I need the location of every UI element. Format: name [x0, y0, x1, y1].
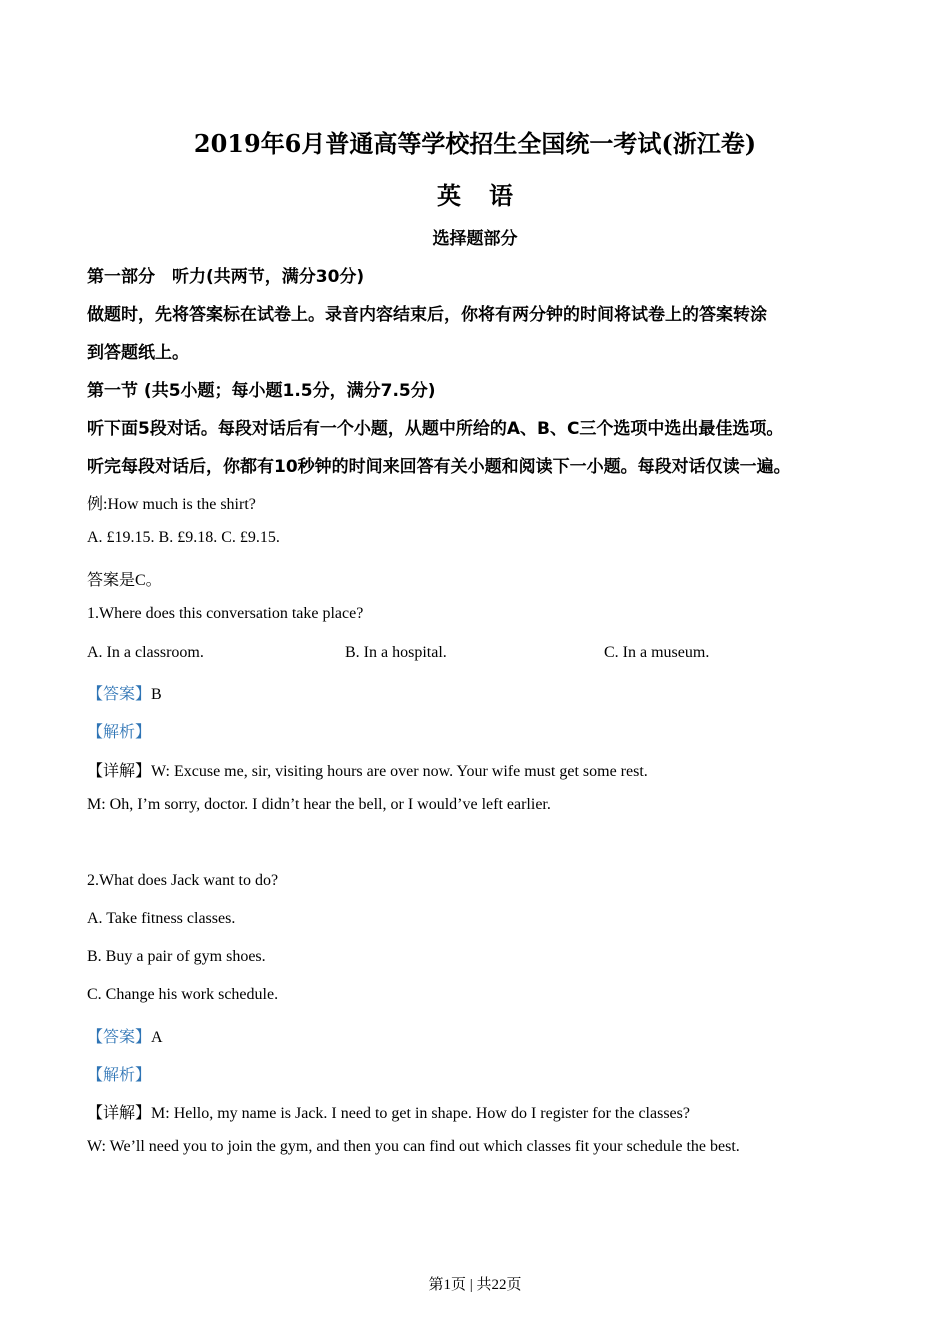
exam-title: 2019年6月普通高等学校招生全国统一考试(浙江卷): [193, 129, 757, 158]
q1-analysis-label: 【解析】: [87, 724, 152, 741]
section1-heading: 第一节 (共5小题；每小题1.5分，满分7.5分): [87, 381, 436, 401]
q1-question: 1.Where does this conversation take place?: [87, 605, 364, 622]
section1-line-1: 听下面5段对话。每段对话后有一个小题，从题中所给的A、B、C三个选项中选出最佳选项。: [87, 419, 784, 439]
q2-option-a: A. Take fitness classes.: [87, 910, 236, 927]
q2-detail-line-2: W: We’ll need you to join the gym, and then you can find out which classes fit your schedule the best.: [87, 1138, 740, 1155]
part1-heading: 第一部分 听力(共两节，满分30分): [87, 267, 365, 287]
q1-option-a: A. In a classroom.: [87, 644, 204, 661]
q2-option-b: B. Buy a pair of gym shoes.: [87, 948, 266, 965]
q2-analysis-label: 【解析】: [87, 1067, 152, 1084]
q2-answer-label: 【答案】: [87, 1029, 152, 1046]
q1-answer-value: B: [151, 686, 162, 703]
q1-detail-label: 【详解】: [87, 763, 152, 780]
q2-detail-text: M: Hello, my name is Jack. I need to get in shape. How do I register for the classes?: [151, 1105, 690, 1122]
q2-option-c: C. Change his work schedule.: [87, 986, 279, 1003]
example-question: 例:How much is the shirt?: [87, 496, 256, 513]
example-options: A. £19.15. B. £9.18. C. £9.15.: [87, 529, 280, 546]
q2-answer: [87, 1024, 163, 1047]
example-answer: 答案是C。: [87, 572, 162, 589]
q1-option-c: C. In a museum.: [604, 644, 710, 661]
q1-option-b: B. In a hospital.: [345, 644, 447, 661]
instruction-line-2: 到答题纸上。: [87, 343, 189, 363]
section1-line-2: 听完每段对话后，你都有10秒钟的时间来回答有关小题和阅读下一小题。每段对话仅读一遍。: [87, 457, 791, 477]
q1-answer-label: 【答案】: [87, 686, 152, 703]
q1-detail-line-2: M: Oh, I’m sorry, doctor. I didn’t hear the bell, or I would’ve left earlier.: [87, 796, 551, 813]
q2-detail-label: 【详解】: [87, 1105, 152, 1122]
q1-detail-line-1: [87, 758, 648, 781]
q2-answer-value: A: [151, 1029, 163, 1046]
q2-question: 2.What does Jack want to do?: [87, 872, 279, 889]
instruction-line-1: 做题时，先将答案标在试卷上。录音内容结束后，你将有两分钟的时间将试卷上的答案转涂: [87, 305, 767, 325]
subject-title: 英语: [437, 181, 541, 210]
section-title: 选择题部分: [432, 229, 518, 249]
q1-detail-text: W: Excuse me, sir, visiting hours are over now. Your wife must get some rest.: [151, 763, 648, 780]
q1-answer: [87, 681, 162, 704]
q2-detail-line-1: [87, 1100, 690, 1123]
page-footer: 第1页 | 共22页: [428, 1277, 522, 1293]
